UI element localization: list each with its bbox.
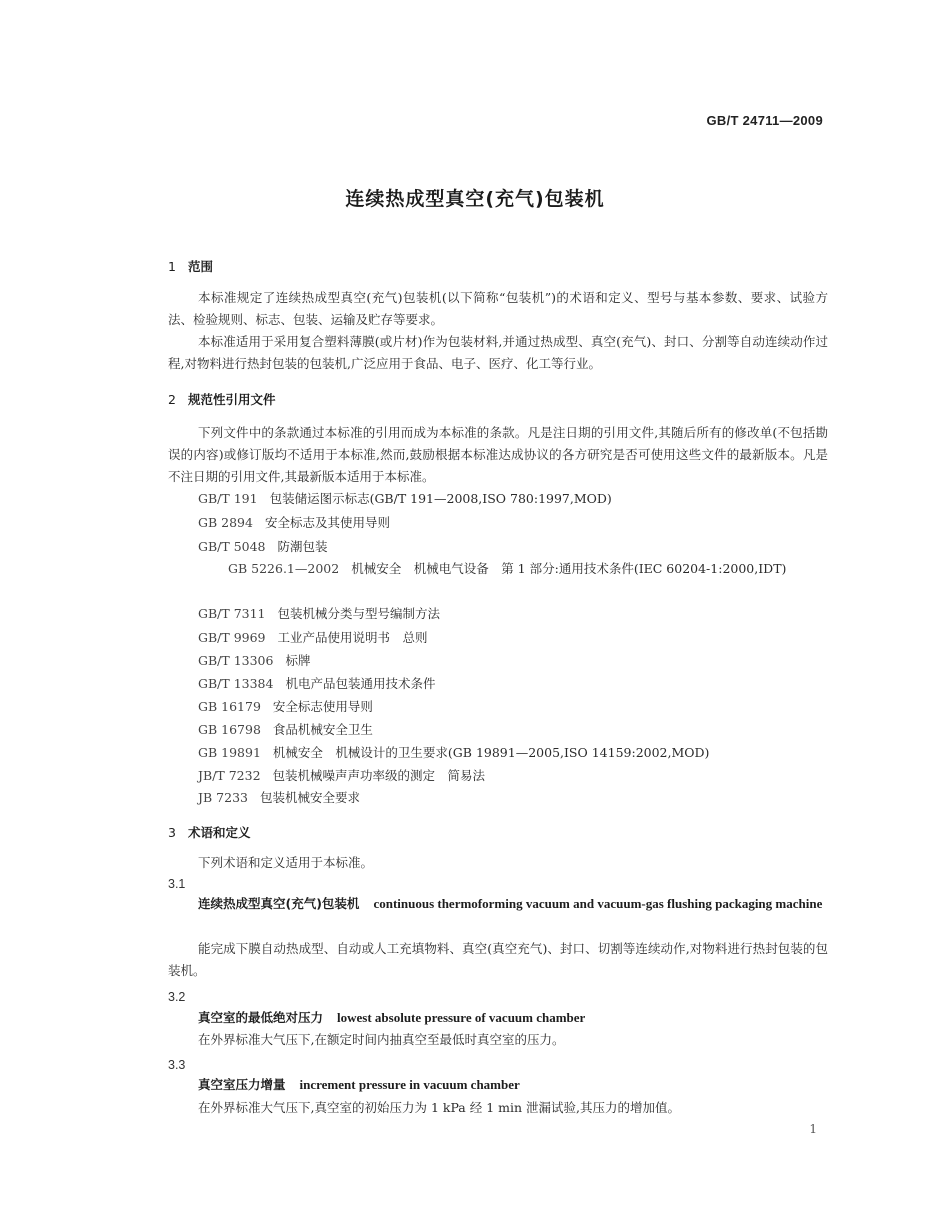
section-2-heading (168, 390, 276, 408)
term-heading (168, 893, 828, 915)
term-english: increment pressure in vacuum chamber (299, 1077, 520, 1092)
clause-number: 3.2 (168, 990, 186, 1004)
reference-code: GB/T 9969 (198, 630, 266, 645)
term-heading (168, 1007, 828, 1029)
section-2-intro: 下列文件中的条款通过本标准的引用而成为本标准的条款。凡是注日期的引用文件,其随后所有的修改单(不包括勘误的内容)或修订版均不适用于本标准,然而,鼓励根据本标准达成协议的各方研究是否可使用这些文件的最新版本。凡是不注日期的引用文件,其最新版本适用于本标准。 (168, 425, 828, 484)
term-english: lowest absolute pressure of vacuum chamber (337, 1010, 586, 1025)
reference-item (198, 650, 310, 672)
reference-item (198, 488, 612, 510)
reference-code: JB 7233 (198, 790, 248, 805)
section-3-intro: 下列术语和定义适用于本标准。 (198, 855, 374, 870)
term-chinese: 连续热成型真空(充气)包装机 (198, 896, 360, 911)
term-chinese: 真空室的最低绝对压力 (198, 1010, 324, 1025)
reference-item (198, 765, 485, 787)
reference-item (198, 742, 709, 764)
reference-item (198, 603, 440, 625)
reference-item (168, 558, 828, 580)
reference-code: GB/T 7311 (198, 606, 266, 621)
clause-number: 3.3 (168, 1058, 186, 1072)
term-chinese: 真空室压力增量 (198, 1077, 286, 1092)
section-number: 3 (168, 825, 176, 840)
term-definition: 在外界标准大气压下,在额定时间内抽真空至最低时真空室的压力。 (198, 1032, 565, 1047)
reference-item (198, 719, 373, 741)
section-title: 规范性引用文件 (188, 392, 276, 407)
reference-title: 机械安全 机械设计的卫生要求(GB 19891—2005,ISO 14159:2002,MOD) (272, 745, 710, 760)
reference-item (198, 512, 390, 534)
reference-title: 食品机械安全卫生 (272, 722, 373, 737)
reference-title: 包装机械分类与型号编制方法 (277, 606, 441, 621)
section-3-heading (168, 823, 251, 841)
reference-title: 包装机械安全要求 (259, 790, 360, 805)
page-title: 连续热成型真空(充气)包装机 (345, 188, 605, 210)
reference-item (198, 627, 428, 649)
reference-item (198, 673, 435, 695)
reference-item (198, 787, 360, 809)
term-heading (168, 1074, 828, 1096)
reference-code: GB 19891 (198, 745, 261, 760)
reference-code: GB/T 191 (198, 491, 258, 506)
page-number: 1 (809, 1122, 817, 1136)
reference-title: 安全标志及其使用导则 (264, 515, 390, 530)
section-title: 术语和定义 (188, 825, 251, 840)
reference-title: 标牌 (285, 653, 311, 668)
reference-code: GB 2894 (198, 515, 253, 530)
standard-number: GB/T 24711—2009 (706, 113, 823, 128)
section-number: 1 (168, 259, 176, 274)
section-1-para-2: 本标准适用于采用复合塑料薄膜(或片材)作为包装材料,并通过热成型、真空(充气)、封口、分割等自动连续动作过程,对物料进行热封包装的包装机,广泛应用于食品、电子、医疗、化工等行业。 (168, 334, 828, 371)
term-english: continuous thermoforming vacuum and vacuum-gas flushing packaging machine (373, 896, 823, 911)
reference-code: GB/T 13384 (198, 676, 274, 691)
reference-item (198, 536, 328, 558)
reference-code: JB/T 7232 (198, 768, 261, 783)
reference-title: 包装储运图示标志(GB/T 191—2008,ISO 780:1997,MOD) (269, 491, 612, 506)
reference-code: GB 16798 (198, 722, 261, 737)
reference-code: GB 5226.1—2002 (228, 561, 340, 576)
reference-code: GB 16179 (198, 699, 261, 714)
section-title: 范围 (188, 259, 214, 274)
section-1-heading (168, 257, 213, 275)
reference-title: 工业产品使用说明书 总则 (277, 630, 428, 645)
reference-item (198, 696, 373, 718)
section-1-para-1: 本标准规定了连续热成型真空(充气)包装机(以下简称“包装机”)的术语和定义、型号与基本参数、要求、试验方法、检验规则、标志、包装、运输及贮存等要求。 (168, 290, 828, 327)
section-number: 2 (168, 392, 176, 407)
reference-title: 防潮包装 (277, 539, 328, 554)
reference-title: 安全标志使用导则 (272, 699, 373, 714)
clause-number: 3.1 (168, 877, 186, 891)
term-definition: 在外界标准大气压下,真空室的初始压力为 1 kPa 经 1 min 泄漏试验,其压力的增加值。 (198, 1100, 680, 1115)
reference-code: GB/T 13306 (198, 653, 274, 668)
reference-title: 机电产品包装通用技术条件 (285, 676, 436, 691)
reference-title: 包装机械噪声声功率级的测定 简易法 (272, 768, 486, 783)
term-definition: 能完成下膜自动热成型、自动或人工充填物料、真空(真空充气)、封口、切割等连续动作,对物料进行热封包装的包装机。 (168, 941, 828, 978)
reference-code: GB/T 5048 (198, 539, 266, 554)
reference-title: 机械安全 机械电气设备 第 1 部分:通用技术条件(IEC 60204-1:2000,IDT) (351, 561, 787, 576)
